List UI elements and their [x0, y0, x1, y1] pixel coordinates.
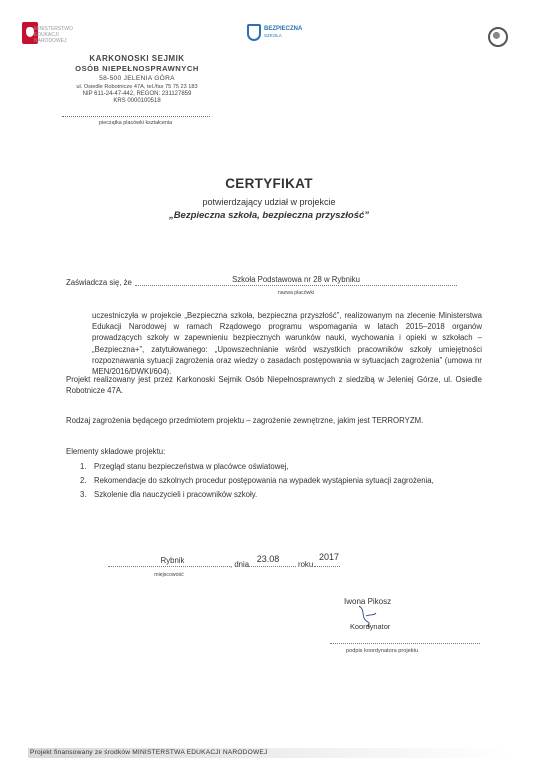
signatory-name: Iwona Pikosz: [344, 597, 392, 606]
stamp-line-3: 58-500 JELENIA GÓRA: [99, 75, 175, 82]
certificate-title: CERTYFIKAT: [225, 176, 313, 191]
year-dotted-line: [314, 566, 340, 567]
certificate-subtitle: potwierdzający udział w projekcie: [202, 197, 336, 207]
signatory-role: Koordynator: [350, 622, 391, 631]
attestation-label: Zaświadcza się, że: [66, 278, 132, 287]
ministry-line-1: MINISTERSTWO: [34, 26, 73, 32]
ministry-name: [34, 26, 104, 44]
school-caption: nazwa placówki: [277, 290, 315, 296]
list-item: [80, 460, 480, 474]
place-value: Rybnik: [160, 556, 185, 565]
ministry-line-2: EDUKACJI: [34, 32, 59, 38]
year-value: 2017: [318, 552, 340, 562]
project-logo: [247, 24, 303, 48]
list-item: [80, 488, 480, 502]
list-item-number: 3.: [80, 489, 87, 499]
stamp-line-1: KARKONOSKI SEJMIK: [89, 54, 185, 63]
list-item-number: 2.: [80, 475, 87, 485]
project-name: „Bezpieczna szkoła, bezpieczna przyszłość”: [168, 210, 370, 221]
elements-heading: Elementy składowe projektu:: [66, 447, 166, 456]
school-name: Szkoła Podstawowa nr 28 w Rybniku: [232, 275, 360, 284]
stamp-line-2: OSÓB NIEPEŁNOSPRAWNYCH: [75, 64, 199, 73]
project-logo-title: BEZPIECZNA: [264, 26, 303, 32]
place-dotted-line: [108, 566, 230, 567]
school-dotted-line: [135, 285, 457, 286]
implementer-paragraph: Projekt realizowany jest przez Karkonoski Sejmik Osób Niepełnosprawnych z siedzibą w Jeleniej Górze, ul. Osiedle Robotnicze 47A.: [66, 375, 482, 396]
stamp-line-5: NIP 611-24-47-442, REGON: 231127859: [82, 91, 192, 97]
project-elements-list: [80, 460, 480, 501]
signature-caption: podpis koordynatora projektu: [346, 648, 419, 654]
project-logo-subtitle: SZKOŁA: [264, 33, 282, 38]
participation-paragraph: uczestniczyła w projekcie „Bezpieczna szkoła, bezpieczna przyszłość”, realizowanym na zlecenie Ministerstwa Edukacji Narodowej w ramach Rządowego programu wspomagania w latach 2015–2018 organów prowadzących szkoły w zapewnieniu bezpiecznych warunków nauki, wychowania i opieki w szkołach – „Bezpieczna+”, zatytułowanego: „Upowszechnianie wśród wszystkich pracowników szkoły umiejętności rozpoznawania sytuacji zagrożenia oraz wiedzy o zasadach postępowania w sytuacjach zagrożenia” (umowa nr MEN/2016/DWKI/604).: [92, 311, 482, 377]
institution-stamp: [62, 54, 212, 104]
date-dotted-line: [246, 566, 296, 567]
stamp-divider: [62, 116, 210, 117]
place-caption: miejscowość: [154, 572, 184, 578]
stamp-caption: pieczątka placówki kształcenia: [99, 120, 173, 126]
list-item-text: Rekomendacje do szkolnych procedur postępowania na wypadek wystąpienia sytuacji zagrożenia,: [94, 475, 434, 485]
organization-logo-icon: [488, 27, 508, 47]
date-label: , dnia: [230, 560, 250, 569]
footer-text: Projekt finansowany ze środków MINISTERSTWA EDUKACJI NARODOWEJ: [30, 749, 268, 756]
list-item-text: Szkolenie dla nauczycieli i pracowników szkoły.: [94, 489, 258, 499]
year-label: roku: [298, 560, 314, 569]
shield-icon: [247, 24, 261, 41]
list-item-number: 1.: [80, 462, 87, 471]
signature-dotted-line: [330, 643, 480, 644]
stamp-line-6: KRS 0000100518: [113, 98, 161, 104]
list-item: [80, 474, 480, 488]
ministry-line-3: NARODOWEJ: [34, 38, 67, 44]
list-item-text: Przegląd stanu bezpieczeństwa w placówce oświatowej,: [94, 462, 289, 471]
stamp-line-4: ul. Osiedle Robotnicze 47A, tel./fax 75 75 23 183: [76, 84, 198, 90]
date-value: 23.08: [256, 554, 280, 564]
threat-type-paragraph: Rodzaj zagrożenia będącego przedmiotem projektu – zagrożenie zewnętrzne, jakim jest TERRORYZM.: [66, 416, 424, 425]
